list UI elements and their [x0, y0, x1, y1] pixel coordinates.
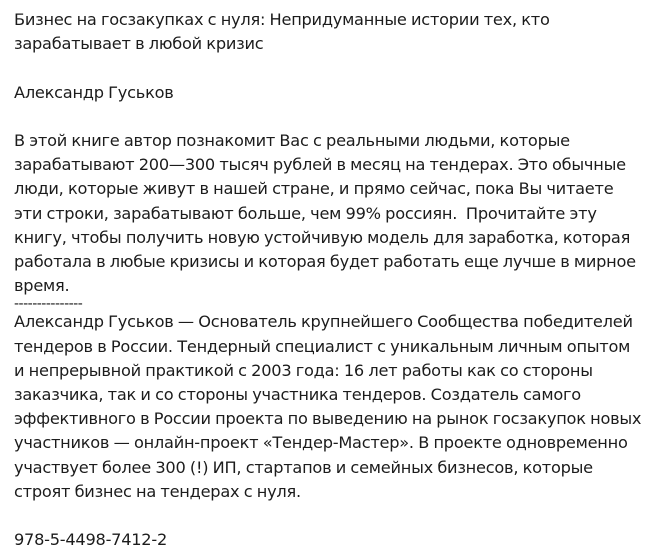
- book-description-page: [14, 8, 646, 552]
- book-author: Александр Гуськов: [14, 82, 174, 102]
- spacer: [14, 56, 642, 80]
- spacer: [14, 504, 642, 528]
- book-description: В этой книге автор познакомит Вас с реальными людьми, которые зарабатывают 200—300 тысяч рублей в месяц на тендерах. Это обычные люди, которые живут в нашей стране, и прямо сейчас, пока Вы читаете эти строки, зарабатывают больше, чем 99% россиян. Прочитайте эту книгу, чтобы получить новую устойчивую модель для заработка, которая работала в любые кризисы и которая будет работать еще лучше в мирное время.: [14, 130, 641, 296]
- section-divider: ---------------: [14, 298, 83, 311]
- author-bio: Александр Гуськов — Основатель крупнейшего Сообщества победителей тендеров в России. Тендерный специалист с уникальным личным опытом и непрерывной практикой с 2003 года: 16 лет работы как со стороны заказчика, так и со стороны участника тендеров. Создатель самого эффективного в России проекта по выведению на рынок госзакупок новых участников — онлайн-проект «Тендер-Мастер». В проекте одновременно участвует более 300 (!) ИП, стартапов и семейных бизнесов, которые строят бизнес на тендерах с нуля.: [14, 312, 646, 501]
- spacer: [14, 105, 642, 129]
- isbn: 978-5-4498-7412-2: [14, 530, 168, 550]
- book-title: Бизнес на госзакупках с нуля: Непридуманные истории тех, кто зарабатывает в любой кризис: [14, 10, 555, 54]
